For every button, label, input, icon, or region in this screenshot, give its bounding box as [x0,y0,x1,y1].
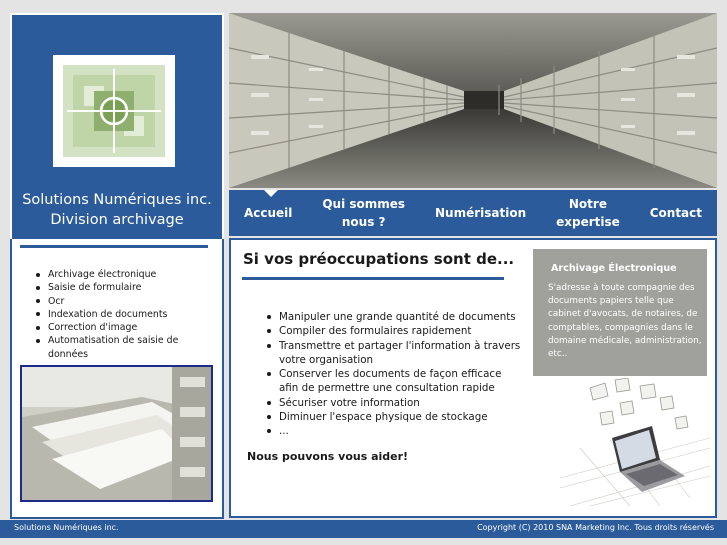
list-item: Diminuer l'espace physique de stockage [262,410,522,424]
list-item: Transmettre et partager l'information à travers votre organisation [262,339,522,368]
crosshair-target-icon [53,55,175,167]
footer-company: Solutions Numériques inc. [14,523,119,532]
cta-text: Nous pouvons vous aider! [247,450,409,463]
filing-drawer-photo [20,365,213,502]
nav-accueil-label: Accueil [243,206,293,220]
nav-numerisation-label: Numérisation [435,206,527,220]
footer-copyright: Copyright (C) 2010 SNA Marketing Inc. Tous droits réservés [477,523,714,532]
nav-notre-expertise-line1: Notre [568,197,607,211]
sidebar-service-list [30,268,220,361]
nav-contact-label: Contact [649,206,702,220]
sidebar-item-correction: Correction d'image [30,321,220,334]
archive-box-text: S'adresse à toute compagnie des documents papiers telle que cabinet d'avocats, de notaires, de comptables, compagnies dans le domaine médicale, administration, etc.. [548,283,702,360]
company-name [12,190,222,230]
nav-notre-expertise[interactable] [556,195,620,231]
nav-numerisation[interactable] [435,204,526,222]
main-nav [229,190,717,236]
nav-contact[interactable] [650,204,702,222]
logo[interactable] [53,55,175,167]
list-item: ... [262,424,522,438]
nav-qui-sommes-nous[interactable] [322,195,405,231]
list-item: Sécuriser votre information [262,396,522,410]
sidebar-item-saisie: Saisie de formulaire [30,281,220,294]
nav-qui-sommes-nous-line2: nous ? [341,215,386,229]
list-item: Manipuler une grande quantité de documents [262,310,522,324]
page-title: Si vos préoccupations sont de... [243,250,515,268]
archive-box-title: Archivage Électronique [551,263,677,274]
list-item: Conserver les documents de façon efficace afin de permettre une consultation rapide [262,367,522,396]
sidebar-item-automatisation: Automatisation de saisie de données [30,334,220,361]
sidebar-divider [20,245,208,248]
company-name-line2: Division archivage [50,212,184,228]
nav-notre-expertise-line2: expertise [556,215,620,229]
nav-qui-sommes-nous-line1: Qui sommes [322,197,406,211]
sidebar-item-archivage: Archivage électronique [30,268,220,281]
active-nav-indicator-icon [264,190,278,197]
sidebar-item-ocr: Ocr [30,295,220,308]
sidebar-item-indexation: Indexation de documents [30,308,220,321]
concerns-list [262,310,522,439]
company-name-line1: Solutions Numériques inc. [22,192,212,208]
nav-accueil[interactable] [244,204,292,222]
title-divider [242,277,504,280]
archive-corridor-photo [229,13,717,188]
laptop-documents-illustration [560,378,710,506]
list-item: Compiler des formulaires rapidement [262,324,522,338]
